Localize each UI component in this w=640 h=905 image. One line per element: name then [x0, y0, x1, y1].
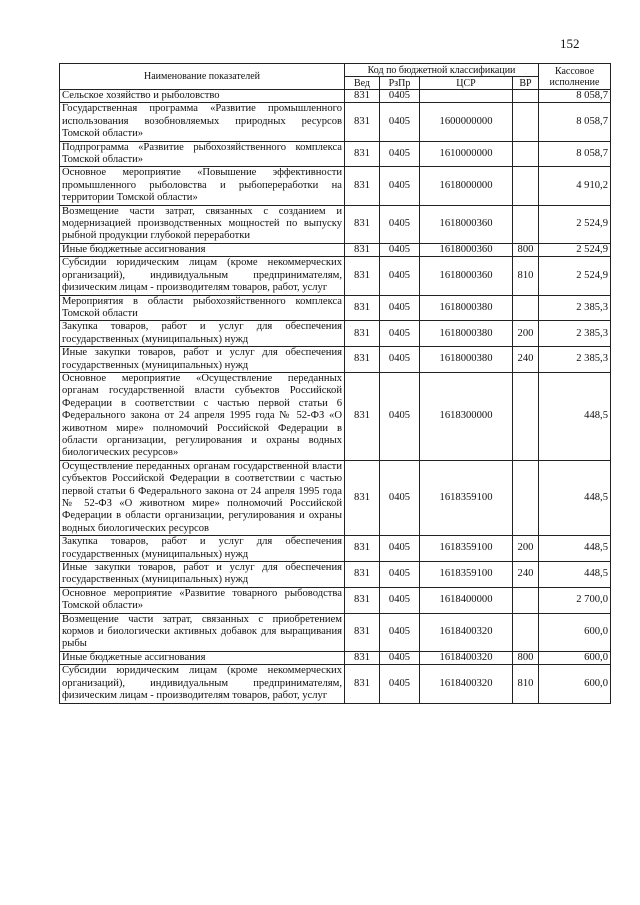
cell-rzpr: 0405 [380, 167, 420, 205]
cell-ved: 831 [345, 141, 380, 167]
cell-amount: 2 524,9 [539, 257, 611, 295]
cell-csr: 1618000360 [420, 243, 513, 256]
cell-name: Сельское хозяйство и рыболовство [60, 90, 345, 103]
cell-name: Государственная программа «Развитие промышленного использования возобновляемых природных ресурсов Томской области» [60, 103, 345, 141]
cell-ved: 831 [345, 167, 380, 205]
table-row [60, 460, 611, 535]
cell-name: Субсидии юридическим лицам (кроме некоммерческих организаций), индивидуальным предпринимателям, физическим лицам - производителям товаров, работ, услуг [60, 257, 345, 295]
cell-ved: 831 [345, 460, 380, 535]
cell-ved: 831 [345, 103, 380, 141]
cell-csr: 1618359100 [420, 536, 513, 562]
cell-vr [513, 141, 539, 167]
cell-csr: 1618359100 [420, 562, 513, 588]
table-row [60, 372, 611, 460]
cell-name: Основное мероприятие «Осуществление переданных органам государственной власти субъектов Российской Федерации в соответствии с частью первой статьи 6 Федерального закона от 24 апреля 1995 года № 52-ФЗ «О животном мире» полномочий Российской Федерации в области организации, регулирования и охраны водных биологических ресурсов» [60, 372, 345, 460]
cell-rzpr: 0405 [380, 587, 420, 613]
table-row [60, 562, 611, 588]
cell-amount: 600,0 [539, 651, 611, 664]
table-row [60, 141, 611, 167]
cell-amount: 2 385,3 [539, 347, 611, 373]
cell-name: Осуществление переданных органам государственной власти субъектов Российской Федерации в соответствии с частью первой статьи 6 Федерального закона от 24 апреля 1995 года № 52-ФЗ «О животном мире» полномочий Российской Федерации в области организации, регулирования и охраны водных биологических ресурсов [60, 460, 345, 535]
cell-name: Иные бюджетные ассигнования [60, 243, 345, 256]
budget-table [59, 63, 611, 704]
cell-vr: 800 [513, 243, 539, 256]
cell-vr: 200 [513, 536, 539, 562]
cell-vr [513, 372, 539, 460]
cell-amount: 448,5 [539, 372, 611, 460]
cell-csr: 1618000360 [420, 205, 513, 243]
cell-rzpr: 0405 [380, 321, 420, 347]
cell-rzpr: 0405 [380, 257, 420, 295]
cell-vr [513, 295, 539, 321]
cell-vr [513, 205, 539, 243]
header-csr: ЦСР [420, 77, 513, 90]
cell-name: Иные закупки товаров, работ и услуг для обеспечения государственных (муниципальных) нужд [60, 347, 345, 373]
cell-name: Субсидии юридическим лицам (кроме некоммерческих организаций), индивидуальным предпринимателям, физическим лицам - производителям товаров, работ, услуг [60, 665, 345, 703]
table-header [60, 64, 611, 90]
table-row [60, 536, 611, 562]
header-vr: ВР [513, 77, 539, 90]
table-row [60, 321, 611, 347]
cell-rzpr: 0405 [380, 243, 420, 256]
cell-ved: 831 [345, 321, 380, 347]
cell-csr: 1618359100 [420, 460, 513, 535]
cell-rzpr: 0405 [380, 651, 420, 664]
cell-csr: 1618400320 [420, 613, 513, 651]
cell-amount: 8 058,7 [539, 141, 611, 167]
table-row [60, 257, 611, 295]
cell-ved: 831 [345, 257, 380, 295]
cell-rzpr: 0405 [380, 295, 420, 321]
cell-amount: 448,5 [539, 536, 611, 562]
cell-vr: 240 [513, 347, 539, 373]
cell-rzpr: 0405 [380, 141, 420, 167]
cell-rzpr: 0405 [380, 460, 420, 535]
cell-ved: 831 [345, 613, 380, 651]
cell-vr [513, 587, 539, 613]
cell-amount: 4 910,2 [539, 167, 611, 205]
table-row [60, 103, 611, 141]
cell-amount: 2 700,0 [539, 587, 611, 613]
cell-amount: 2 524,9 [539, 205, 611, 243]
cell-ved: 831 [345, 243, 380, 256]
table-row [60, 243, 611, 256]
table-row [60, 587, 611, 613]
cell-vr [513, 460, 539, 535]
table-body [60, 90, 611, 704]
cell-csr: 1618000360 [420, 257, 513, 295]
cell-amount: 600,0 [539, 665, 611, 703]
cell-amount: 2 385,3 [539, 321, 611, 347]
header-name: Наименование показателей [60, 64, 345, 90]
cell-vr: 240 [513, 562, 539, 588]
table-row [60, 90, 611, 103]
cell-csr: 1610000000 [420, 141, 513, 167]
cell-csr: 1618000000 [420, 167, 513, 205]
cell-name: Возмещение части затрат, связанных с созданием и модернизацией производственных мощностей по выпуску рыбной продукции глубокой переработки [60, 205, 345, 243]
header-ved: Вед [345, 77, 380, 90]
cell-csr: 1618300000 [420, 372, 513, 460]
table-row [60, 613, 611, 651]
cell-name: Закупка товаров, работ и услуг для обеспечения государственных (муниципальных) нужд [60, 321, 345, 347]
cell-csr: 1618400000 [420, 587, 513, 613]
cell-amount: 448,5 [539, 562, 611, 588]
cell-rzpr: 0405 [380, 90, 420, 103]
table-row [60, 205, 611, 243]
table-row [60, 665, 611, 703]
cell-name: Иные закупки товаров, работ и услуг для обеспечения государственных (муниципальных) нужд [60, 562, 345, 588]
cell-vr: 200 [513, 321, 539, 347]
page-number: 152 [560, 36, 580, 51]
cell-amount: 2 385,3 [539, 295, 611, 321]
cell-ved: 831 [345, 205, 380, 243]
cell-name: Основное мероприятие «Развитие товарного рыбоводства Томской области» [60, 587, 345, 613]
cell-ved: 831 [345, 562, 380, 588]
cell-ved: 831 [345, 295, 380, 321]
cell-rzpr: 0405 [380, 372, 420, 460]
cell-rzpr: 0405 [380, 536, 420, 562]
cell-amount: 2 524,9 [539, 243, 611, 256]
cell-csr: 1618400320 [420, 651, 513, 664]
cell-ved: 831 [345, 372, 380, 460]
cell-ved: 831 [345, 651, 380, 664]
cell-vr [513, 167, 539, 205]
cell-csr: 1618000380 [420, 347, 513, 373]
cell-name: Иные бюджетные ассигнования [60, 651, 345, 664]
cell-vr [513, 103, 539, 141]
cell-vr: 810 [513, 257, 539, 295]
cell-ved: 831 [345, 587, 380, 613]
cell-name: Основное мероприятие «Повышение эффективности промышленного рыболовства и рыбопереработки на территории Томской области» [60, 167, 345, 205]
cell-rzpr: 0405 [380, 103, 420, 141]
cell-amount: 600,0 [539, 613, 611, 651]
cell-ved: 831 [345, 347, 380, 373]
header-cash: Кассовое исполнение [539, 64, 611, 90]
cell-vr: 800 [513, 651, 539, 664]
cell-amount: 448,5 [539, 460, 611, 535]
cell-name: Мероприятия в области рыбохозяйственного комплекса Томской области [60, 295, 345, 321]
cell-vr [513, 613, 539, 651]
cell-csr: 1618000380 [420, 295, 513, 321]
header-code-group: Код по бюджетной классификации [345, 64, 539, 77]
cell-rzpr: 0405 [380, 613, 420, 651]
cell-name: Закупка товаров, работ и услуг для обеспечения государственных (муниципальных) нужд [60, 536, 345, 562]
cell-amount: 8 058,7 [539, 103, 611, 141]
cell-rzpr: 0405 [380, 562, 420, 588]
cell-csr: 1600000000 [420, 103, 513, 141]
cell-rzpr: 0405 [380, 347, 420, 373]
cell-amount: 8 058,7 [539, 90, 611, 103]
cell-vr [513, 90, 539, 103]
table-row [60, 651, 611, 664]
cell-ved: 831 [345, 90, 380, 103]
cell-rzpr: 0405 [380, 665, 420, 703]
cell-csr: 1618000380 [420, 321, 513, 347]
table-row [60, 167, 611, 205]
cell-csr: 1618400320 [420, 665, 513, 703]
header-rzpr: РзПр [380, 77, 420, 90]
cell-name: Возмещение части затрат, связанных с приобретением кормов и биологически активных добавок для выращивания рыбы [60, 613, 345, 651]
cell-ved: 831 [345, 665, 380, 703]
cell-name: Подпрограмма «Развитие рыбохозяйственного комплекса Томской области» [60, 141, 345, 167]
table-row [60, 295, 611, 321]
cell-csr [420, 90, 513, 103]
table-row [60, 347, 611, 373]
cell-ved: 831 [345, 536, 380, 562]
cell-vr: 810 [513, 665, 539, 703]
cell-rzpr: 0405 [380, 205, 420, 243]
